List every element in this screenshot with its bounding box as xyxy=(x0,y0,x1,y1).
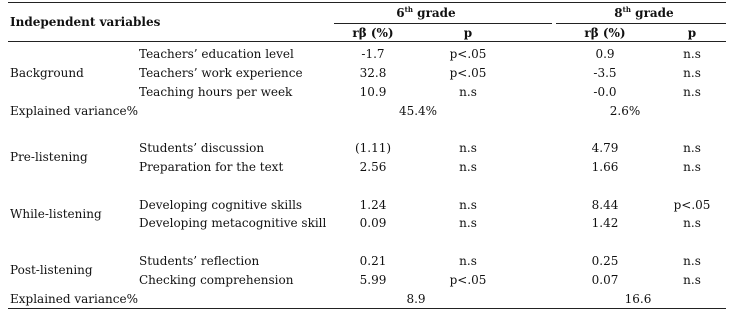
grade-6-rb-header: rβ (%) xyxy=(352,26,394,40)
grade-8-rb-header: rβ (%) xyxy=(584,26,626,40)
row-label: Teachers’ work experience xyxy=(139,66,303,80)
p-8th-value: n.s xyxy=(683,160,701,174)
bottom-rule xyxy=(8,308,726,309)
grade-6-suffix: th xyxy=(404,5,413,14)
p-8th-value: n.s xyxy=(683,141,701,155)
row-label: Teachers’ education level xyxy=(139,47,294,61)
grade-6-number: 6 xyxy=(396,6,405,20)
grade-8-number: 8 xyxy=(614,6,623,20)
explained-variance-label-1: Explained variance% xyxy=(10,104,138,118)
rb-8th-value: -0.0 xyxy=(593,85,617,99)
group-while-listening: While-listening xyxy=(10,207,102,221)
rb-6th-value: -1.7 xyxy=(361,47,385,61)
rb-8th-value: 4.79 xyxy=(591,141,619,155)
row-label: Students’ reflection xyxy=(139,254,260,268)
rb-6th-value: 5.99 xyxy=(359,273,387,287)
header-rule xyxy=(8,41,726,42)
grade-8-suffix: th xyxy=(622,5,631,14)
top-rule xyxy=(8,2,726,3)
rb-8th-value: 1.66 xyxy=(591,160,619,174)
group-post-listening: Post-listening xyxy=(10,263,93,277)
p-8th-value: n.s xyxy=(683,216,701,230)
p-8th-value: n.s xyxy=(683,47,701,61)
p-6th-value: p<.05 xyxy=(449,47,487,61)
explained-variance-6th-1: 45.4% xyxy=(398,104,438,118)
row-label: Developing metacognitive skill xyxy=(139,216,327,230)
grade-6-p-header: p xyxy=(463,26,473,40)
p-8th-value: p<.05 xyxy=(673,198,711,212)
rb-8th-value: 1.42 xyxy=(591,216,619,230)
grade-8-word: grade xyxy=(635,6,674,20)
rb-6th-value: (1.11) xyxy=(354,141,392,155)
p-6th-value: n.s xyxy=(459,254,477,268)
rb-8th-value: 8.44 xyxy=(591,198,619,212)
p-8th-value: n.s xyxy=(683,254,701,268)
row-label: Students’ discussion xyxy=(139,141,265,155)
row-label: Preparation for the text xyxy=(139,160,284,174)
p-6th-value: n.s xyxy=(459,198,477,212)
p-6th-value: p<.05 xyxy=(449,66,487,80)
p-8th-value: n.s xyxy=(683,273,701,287)
rb-6th-value: 32.8 xyxy=(359,66,387,80)
p-6th-value: n.s xyxy=(459,216,477,230)
grade-8-header xyxy=(614,6,673,20)
regression-table xyxy=(8,0,726,310)
grade-6-rule xyxy=(334,23,552,24)
grade-8-p-header: p xyxy=(687,26,697,40)
grade-6-header xyxy=(396,6,455,20)
grade-8-rule xyxy=(556,23,726,24)
p-8th-value: n.s xyxy=(683,66,701,80)
p-6th-value: p<.05 xyxy=(449,273,487,287)
explained-variance-8th-1: 2.6% xyxy=(609,104,641,118)
independent-variables-header: Independent variables xyxy=(10,15,161,29)
rb-6th-value: 2.56 xyxy=(359,160,387,174)
rb-8th-value: -3.5 xyxy=(593,66,617,80)
rb-8th-value: 0.9 xyxy=(595,47,615,61)
group-pre-listening: Pre-listening xyxy=(10,150,88,164)
row-label: Developing cognitive skills xyxy=(139,198,303,212)
explained-variance-label-2: Explained variance% xyxy=(10,292,138,306)
rb-8th-value: 0.07 xyxy=(591,273,619,287)
row-label: Checking comprehension xyxy=(139,273,294,287)
explained-variance-8th-2: 16.6 xyxy=(624,292,652,306)
rb-6th-value: 10.9 xyxy=(359,85,387,99)
p-6th-value: n.s xyxy=(459,141,477,155)
p-8th-value: n.s xyxy=(683,85,701,99)
group-background: Background xyxy=(10,66,84,80)
row-label: Teaching hours per week xyxy=(139,85,293,99)
rb-8th-value: 0.25 xyxy=(591,254,619,268)
rb-6th-value: 1.24 xyxy=(359,198,387,212)
explained-variance-6th-2: 8.9 xyxy=(406,292,426,306)
rb-6th-value: 0.21 xyxy=(359,254,387,268)
p-6th-value: n.s xyxy=(459,85,477,99)
p-6th-value: n.s xyxy=(459,160,477,174)
rb-6th-value: 0.09 xyxy=(359,216,387,230)
grade-6-word: grade xyxy=(417,6,456,20)
